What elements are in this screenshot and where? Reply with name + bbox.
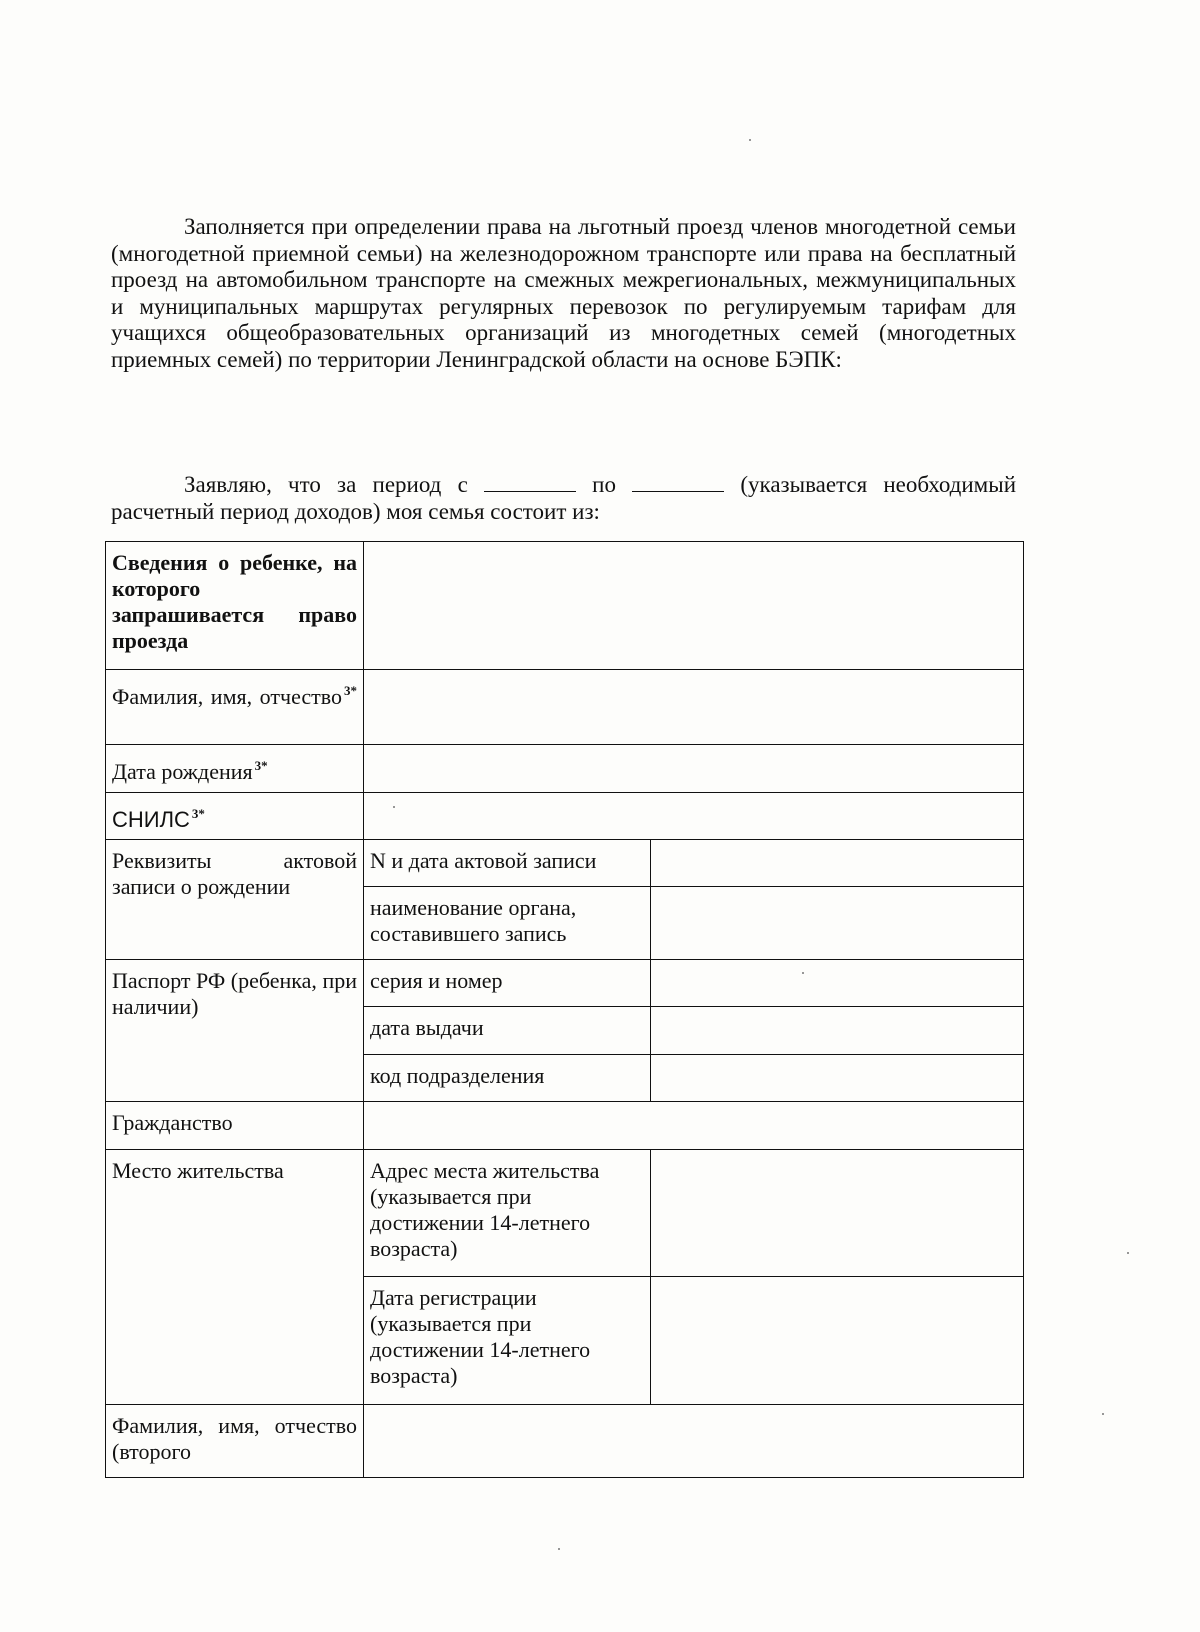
statement-part-2: по — [592, 472, 616, 497]
fio-second-label-cell: Фамилия, имя, отчество (второго — [106, 1405, 364, 1478]
residence-address-label: Адрес места жительства (указывается при достижении 14-летнего возраста) — [364, 1150, 651, 1277]
child-info-table — [105, 541, 1024, 1478]
birth-record-authority-label: наименование органа, составившего запись — [364, 887, 651, 960]
table-row — [106, 745, 1024, 793]
table-header-cell: Сведения о ребенке, на которого запрашивается право проезда — [106, 542, 364, 670]
fio-second-value-cell[interactable] — [364, 1405, 1024, 1478]
passport-series-label: серия и номер — [364, 960, 651, 1007]
passport-series-value[interactable] — [651, 960, 1024, 1007]
birth-record-number-label: N и дата актовой записи — [364, 840, 651, 887]
table-row — [106, 1102, 1024, 1150]
table-header-value[interactable] — [364, 542, 1024, 670]
birth-date-label-cell — [106, 745, 364, 793]
table-row — [106, 1150, 1024, 1277]
registration-date-value[interactable] — [651, 1277, 1024, 1405]
passport-division-label: код подразделения — [364, 1055, 651, 1102]
statement-paragraph — [111, 472, 1016, 525]
scan-speck — [393, 806, 395, 808]
table-row — [106, 960, 1024, 1007]
fio-label-cell — [106, 670, 364, 745]
birth-date-value-cell[interactable] — [364, 745, 1024, 793]
statement-part-3: (указывается необходимый расчетный период доходов) моя семья состоит из: — [111, 472, 1017, 524]
passport-issue-date-label: дата выдачи — [364, 1007, 651, 1055]
footnote-mark: 3* — [344, 683, 357, 698]
footnote-mark: 3* — [191, 806, 205, 821]
residence-label-cell: Место жительства — [106, 1150, 364, 1405]
fio-value-cell[interactable] — [364, 670, 1024, 745]
passport-division-value[interactable] — [651, 1055, 1024, 1102]
table-row — [106, 542, 1024, 670]
snils-label: СНИЛС — [112, 807, 190, 832]
period-from-blank[interactable] — [484, 473, 576, 492]
citizenship-value-cell[interactable] — [364, 1102, 1024, 1150]
period-to-blank[interactable] — [632, 473, 724, 492]
citizenship-label-cell: Гражданство — [106, 1102, 364, 1150]
scan-speck — [1102, 1413, 1104, 1415]
scan-speck — [749, 139, 751, 141]
footnote-mark: 3* — [254, 758, 268, 773]
passport-issue-date-value[interactable] — [651, 1007, 1024, 1055]
scan-speck — [558, 1548, 560, 1550]
snils-value-cell[interactable] — [364, 793, 1024, 840]
scan-speck — [802, 972, 804, 974]
birth-date-label: Дата рождения — [112, 759, 253, 784]
registration-date-label: Дата регистрации (указывается при достижении 14-летнего возраста) — [364, 1277, 651, 1405]
passport-label-cell: Паспорт РФ (ребенка, при наличии) — [106, 960, 364, 1102]
intro-paragraph: Заполняется при определении права на льготный проезд членов многодетной семьи (многодетной приемной семьи) на железнодорожном транспорте или права на бесплатный проезд на автомобильном транспорте на смежных межрегиональных, межмуниципальных и муниципальных маршрутах регулярных перевозок по регулируемым тарифам для учащихся общеобразовательных организаций из многодетных семей (многодетных приемных семей) по территории Ленинградской области на основе БЭПК: — [111, 214, 1016, 372]
birth-record-authority-value[interactable] — [651, 887, 1024, 960]
scan-speck — [1127, 1252, 1129, 1254]
residence-address-value[interactable] — [651, 1150, 1024, 1277]
birth-record-label-cell: Реквизиты актовой записи о рождении — [106, 840, 364, 960]
table-row — [106, 840, 1024, 887]
fio-label: Фамилия, имя, отчество — [112, 684, 342, 709]
snils-label-cell — [106, 793, 364, 840]
birth-record-number-value[interactable] — [651, 840, 1024, 887]
table-row — [106, 793, 1024, 840]
table-row — [106, 1405, 1024, 1478]
table-row — [106, 670, 1024, 745]
statement-part-1: Заявляю, что за период с — [184, 472, 468, 497]
